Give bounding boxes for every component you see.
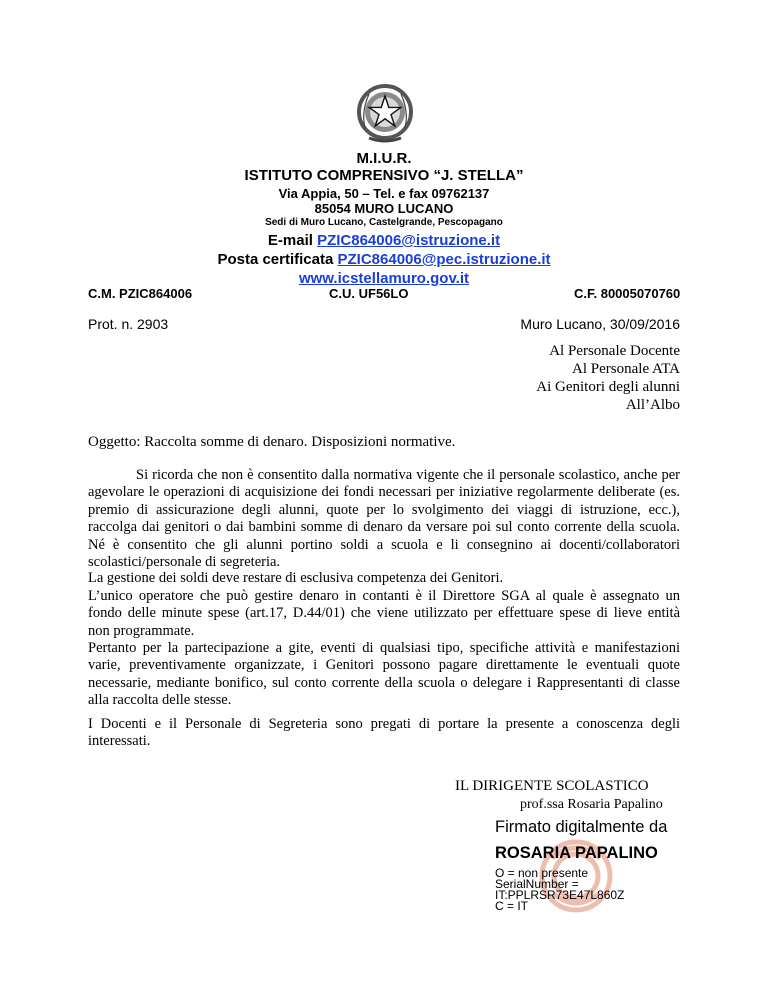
email-link[interactable]: PZIC864006@istruzione.it	[317, 232, 501, 249]
signer-name: prof.ssa Rosaria Papalino	[520, 797, 663, 812]
body-line: premio di assicurazione degli alunni, quote per lo svolgimento dei viaggi di istruzione, ecc.),	[88, 501, 680, 518]
recipient: Al Personale ATA	[572, 361, 680, 377]
cm-code: C.M. PZIC864006	[88, 286, 193, 301]
body-line: non programmate.	[88, 622, 195, 639]
pec-label: Posta certificata	[217, 251, 334, 268]
school-branches: Sedi di Muro Lucano, Castelgrande, Pescopagano	[265, 217, 503, 228]
digital-signature-label: Firmato digitalmente da	[495, 818, 668, 836]
school-city: 85054 MURO LUCANO	[314, 201, 454, 216]
signature-detail: O = non presente	[495, 866, 589, 880]
recipient: Al Personale Docente	[549, 343, 680, 359]
place-date: Muro Lucano, 30/09/2016	[520, 316, 680, 332]
body-paragraph	[88, 467, 680, 571]
cu-code: C.U. UF56LO	[329, 286, 409, 301]
body-line: varie, preventivamente organizzate, i Genitori possono pagare direttamente le eventuali quote	[88, 657, 680, 674]
signature-detail: IT:PPLRSR73E47L860Z	[495, 888, 625, 902]
pec-link[interactable]: PZIC864006@pec.istruzione.it	[337, 251, 551, 268]
cf-code: C.F. 80005070760	[574, 286, 681, 301]
recipient: Ai Genitori degli alunni	[536, 379, 680, 395]
body-line: L’unico operatore che può gestire denaro in contanti è il Direttore SGA al quale è assegnato un	[88, 588, 680, 604]
body-line: scolastici/personale di segreteria.	[88, 554, 281, 571]
email-label: E-mail	[267, 232, 313, 249]
school-address: Via Appia, 50 – Tel. e fax 09762137	[278, 186, 490, 201]
body-paragraph	[88, 640, 680, 710]
body-line: raccolga dai genitori o dai bambini somme di denaro da versare poi sul conto corrente della scuola.	[88, 519, 680, 536]
body-line: alla raccolta delle stesse.	[88, 692, 232, 709]
signature-detail: SerialNumber =	[495, 877, 579, 891]
recipient: All’Albo	[625, 397, 680, 413]
body-paragraph	[88, 588, 680, 640]
italian-republic-emblem-icon	[355, 82, 415, 146]
body-line: agevolare le operazioni di acquisizione dei fondi necessari per iniziative regolarmente deliberate (es.	[88, 484, 680, 501]
body-line: Si ricorda che non è consentito dalla normativa vigente che il personale scolastico, anche per	[136, 467, 680, 483]
digital-signature-name: ROSARIA PAPALINO	[495, 844, 658, 862]
body-line: I Docenti e il Personale di Segreteria sono pregati di portare la presente a conoscenza degli	[88, 716, 680, 732]
body-line: interessati.	[88, 733, 151, 750]
website-link[interactable]: www.icstellamuro.gov.it	[298, 270, 470, 287]
body-line: Né è consentito che gli alunni portino soldi a scuola e li consegnino ai docenti/collaboratori	[88, 536, 680, 553]
body-line: La gestione dei soldi deve restare di esclusiva competenza dei Genitori.	[88, 570, 504, 586]
pec-line	[0, 251, 768, 268]
body-paragraph	[88, 570, 680, 587]
body-line: Pertanto per la partecipazione a gite, eventi di qualsiasi tipo, specifiche attività e manifestazioni	[88, 640, 680, 656]
school-name: ISTITUTO COMPRENSIVO “J. STELLA”	[244, 167, 524, 184]
email-line	[0, 232, 768, 249]
body-line: necessarie, mediante bonifico, sul conto corrente della scuola o delegare i Rappresentanti di classe	[88, 674, 680, 691]
signature-detail: C = IT	[495, 899, 529, 913]
protocol-number: Prot. n. 2903	[88, 316, 169, 332]
body-line: fondo delle minute spese (art.17, D.44/01) che viene utilizzato per effettuare spese di lieve entità	[88, 605, 680, 622]
body-paragraph	[88, 716, 680, 751]
signer-title: IL DIRIGENTE SCOLASTICO	[455, 778, 649, 794]
website-line	[0, 270, 768, 287]
subject-line: Oggetto: Raccolta somme di denaro. Disposizioni normative.	[88, 434, 456, 450]
ministry-title: M.I.U.R.	[356, 150, 412, 167]
